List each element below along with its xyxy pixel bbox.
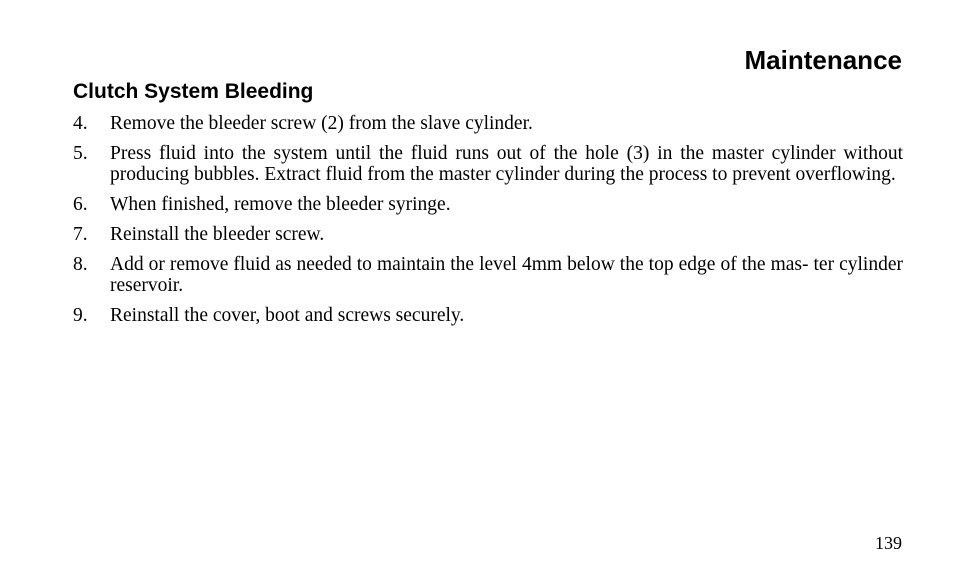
step-number: 9. xyxy=(73,305,88,326)
step-text: Add or remove fluid as needed to maintain the level 4mm below the top edge of the mas- ter cylinder reservoir. xyxy=(110,254,903,296)
step-number: 7. xyxy=(73,224,88,245)
step-item xyxy=(73,194,903,215)
step-text: Press fluid into the system until the fluid runs out of the hole (3) in the master cylinder without producing bubbles. Extract fluid from the master cylinder during the process to prevent overflowing. xyxy=(110,143,903,185)
step-item xyxy=(73,224,903,245)
subsection-title: Clutch System Bleeding xyxy=(73,80,314,103)
step-item xyxy=(73,113,903,134)
procedure-steps xyxy=(73,113,903,335)
section-header: Maintenance xyxy=(744,45,902,75)
step-item xyxy=(73,254,903,296)
step-number: 5. xyxy=(73,143,88,164)
step-number: 4. xyxy=(73,113,88,134)
step-number: 8. xyxy=(73,254,88,275)
step-number: 6. xyxy=(73,194,88,215)
step-item xyxy=(73,143,903,185)
step-item xyxy=(73,305,903,326)
step-text: Remove the bleeder screw (2) from the slave cylinder. xyxy=(110,113,533,134)
step-text: Reinstall the bleeder screw. xyxy=(110,224,325,245)
page-number: 139 xyxy=(875,533,902,553)
step-text: Reinstall the cover, boot and screws securely. xyxy=(110,305,465,326)
step-text: When finished, remove the bleeder syringe. xyxy=(110,194,451,215)
